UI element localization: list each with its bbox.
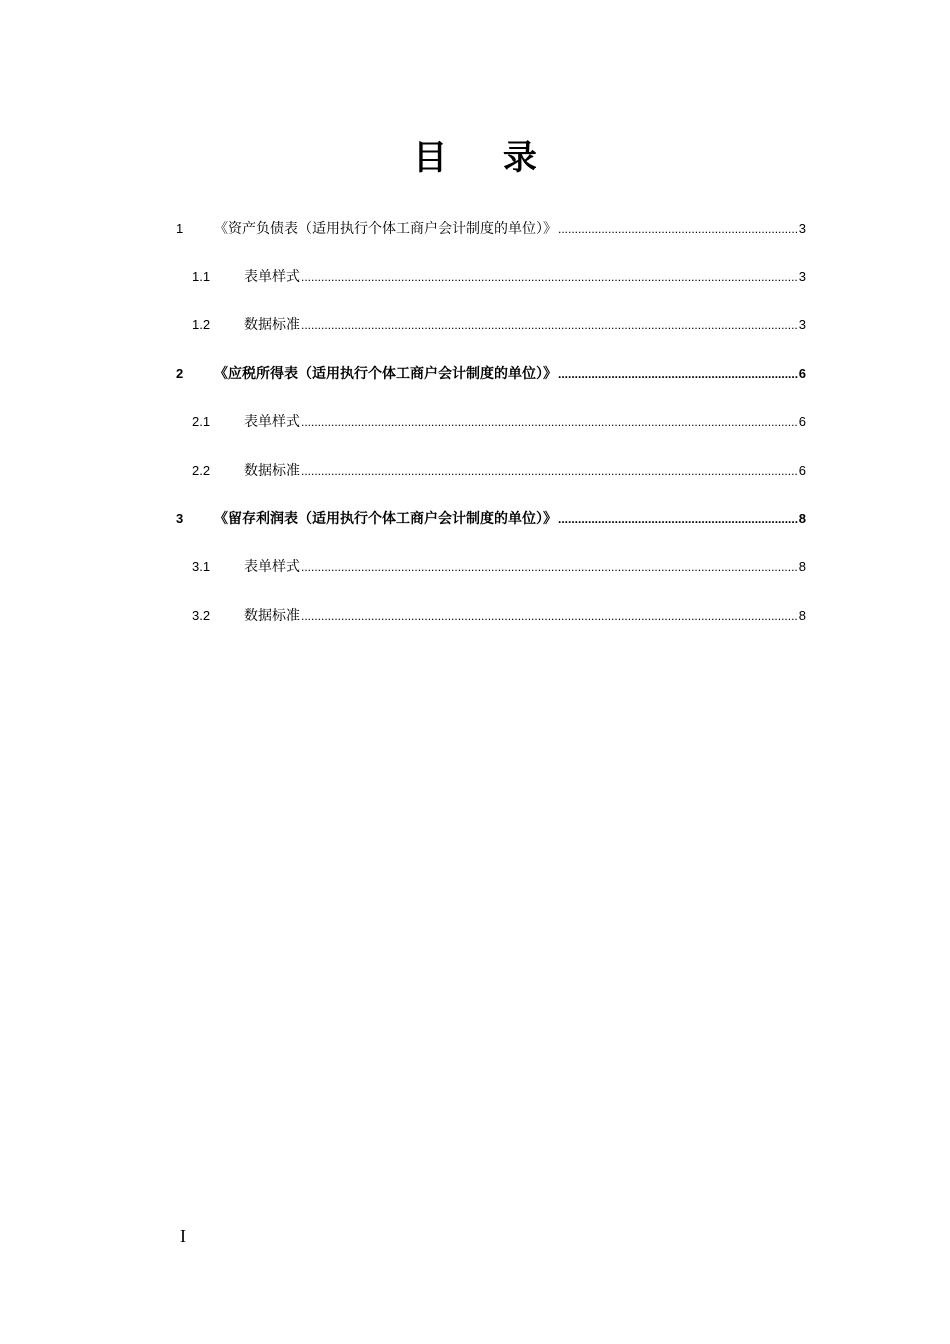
- toc-dot-leader: [301, 605, 798, 627]
- toc-entry-title: 《留存利润表（适用执行个体工商户会计制度的单位）》: [214, 511, 557, 527]
- toc-dot-leader: [301, 314, 798, 336]
- toc-entry-page: 3: [798, 317, 806, 332]
- toc-dot-leader: [558, 508, 798, 530]
- toc-entry-number: 3.2: [192, 608, 211, 623]
- toc-dot-leader: [301, 460, 798, 482]
- toc-entry-number: 1.1: [192, 269, 211, 284]
- toc-entry-page: 3: [798, 269, 806, 284]
- toc-entry-title: 数据标准: [244, 463, 300, 479]
- toc-dot-leader: [558, 218, 798, 240]
- toc-entry[interactable]: [176, 266, 806, 288]
- toc-entry-title: 《资产负债表（适用执行个体工商户会计制度的单位）》: [214, 221, 557, 237]
- toc-entry-title: 表单样式: [244, 269, 300, 285]
- toc-entry-number: 3.1: [192, 559, 211, 574]
- toc-entry[interactable]: [176, 314, 806, 336]
- toc-entry[interactable]: [176, 411, 806, 433]
- toc-entry[interactable]: [176, 218, 806, 240]
- toc-entry-number: 2.2: [192, 463, 211, 478]
- toc-entry[interactable]: [176, 460, 806, 482]
- toc-entry-page: 6: [798, 366, 806, 381]
- toc-entry-page: 6: [798, 414, 806, 429]
- toc-dot-leader: [301, 556, 798, 578]
- toc-entry-number: 3: [176, 511, 184, 526]
- toc-dot-leader: [558, 363, 798, 385]
- toc-entry-number: 2: [176, 366, 184, 381]
- toc-entry-page: 8: [798, 511, 806, 526]
- toc-entry-title: 表单样式: [244, 559, 300, 575]
- toc-entry-number: 1.2: [192, 317, 211, 332]
- toc-entry[interactable]: [176, 556, 806, 578]
- toc-entry-title: 数据标准: [244, 608, 300, 624]
- toc-entry[interactable]: [176, 363, 806, 385]
- footer-page-number: I: [180, 1226, 186, 1246]
- toc-entry-page: 3: [798, 221, 806, 236]
- toc-entry-page: 6: [798, 463, 806, 478]
- toc-dot-leader: [301, 266, 798, 288]
- toc-entry[interactable]: [176, 508, 806, 530]
- page-title: 目 录: [413, 138, 559, 178]
- toc-entry-title: 数据标准: [244, 317, 300, 333]
- toc-entry-number: 1: [176, 221, 184, 236]
- toc-entry-title: 表单样式: [244, 414, 300, 430]
- toc-dot-leader: [301, 411, 798, 433]
- toc-entry-number: 2.1: [192, 414, 211, 429]
- toc-entry-page: 8: [798, 608, 806, 623]
- toc-entry-title: 《应税所得表（适用执行个体工商户会计制度的单位）》: [214, 366, 557, 382]
- toc-entry-page: 8: [798, 559, 806, 574]
- toc-entry[interactable]: [176, 605, 806, 627]
